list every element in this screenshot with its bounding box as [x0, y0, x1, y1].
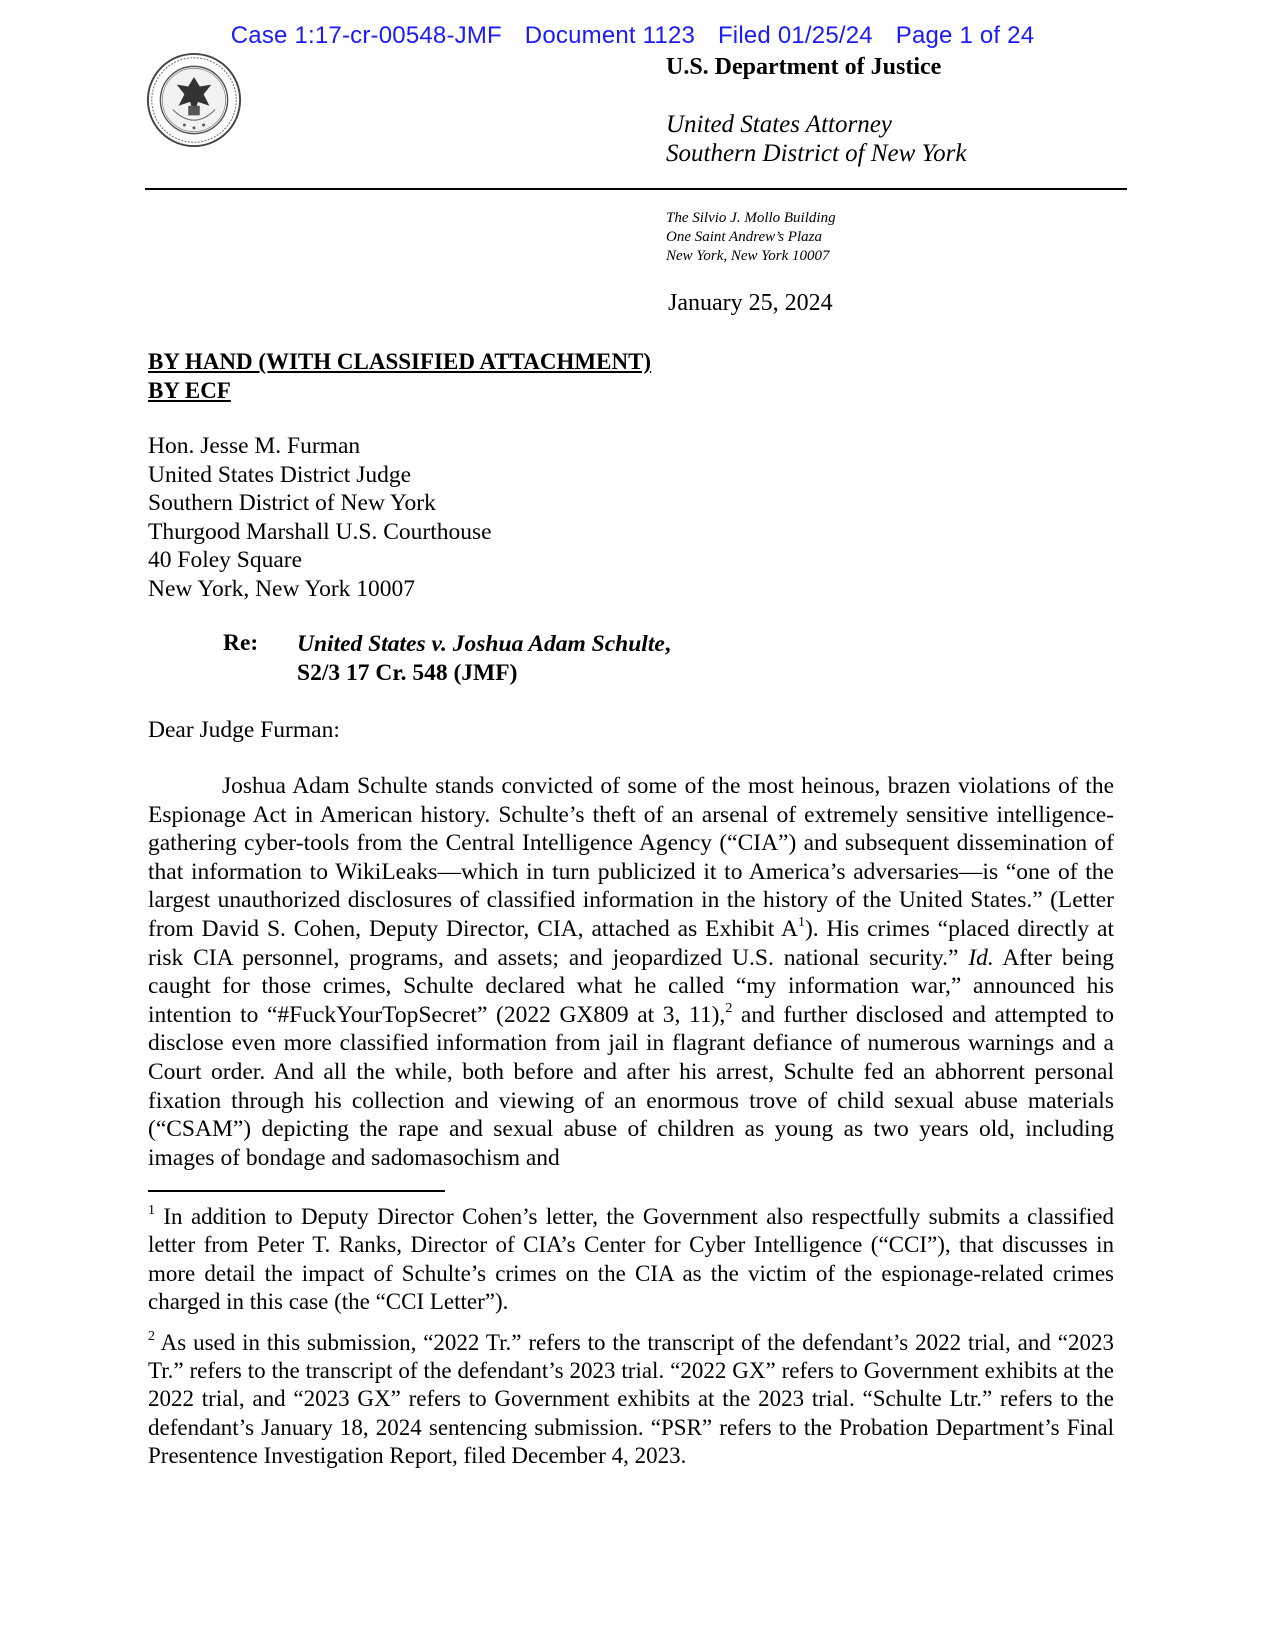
letter-body — [148, 772, 1114, 1172]
address-line-3: New York, New York 10007 — [666, 248, 830, 264]
footnotes — [148, 1203, 1114, 1483]
page-indicator: Page 1 of 24 — [895, 22, 1035, 49]
docket-number: S2/3 17 Cr. 548 (JMF) — [297, 659, 518, 686]
footnote-marker-2: 2 — [148, 1328, 155, 1344]
footnote-ref-1: 1 — [797, 914, 805, 930]
addressee-line: United States District Judge — [148, 461, 412, 488]
document-number: Document 1123 — [524, 22, 696, 49]
caption-comma: , — [664, 631, 671, 657]
delivery-method — [148, 347, 651, 405]
addressee-line: Thurgood Marshall U.S. Courthouse — [148, 518, 492, 545]
case-number: Case 1:17-cr-00548-JMF — [230, 22, 502, 49]
footnote-1 — [148, 1203, 1114, 1317]
footnote-text-2: As used in this submission, “2022 Tr.” refers to the transcript of the defendant’s 2022 trial, and “2023 Tr.” refers to the transcript of the defendant’s 2023 trial. “2022 GX” refers to Government exhibits at the 2022 trial, and “2023 GX” refers to Government exhibits at the 2023 trial. “Schulte Ltr.” refers to the defendant’s January 18, 2024 sentencing submission. “PSR” refers to the Probation Department’s Final Presentence Investigation Report, filed December 4, 2023. — [148, 1329, 1114, 1469]
addressee-line: New York, New York 10007 — [148, 575, 416, 602]
address-line-1: The Silvio J. Mollo Building — [666, 210, 836, 226]
footnote-marker-1: 1 — [148, 1203, 155, 1218]
body-paragraph: Joshua Adam Schulte stands convicted of some of the most heinous, brazen violations of the Espionage Act in American history. Schulte’s theft of an arsenal of extremely sensitive intelligence-gathering cyber-tools from the Central Intelligence Agency (“CIA”) and subsequent dissemination of that information to WikiLeaks—which in turn publicized it to America’s adversaries—is “one of the largest unauthorized disclosures of classified information in the history of the United States.” (Letter from David S. Cohen, Deputy Director, CIA, attached as Exhibit $A^1$). His crimes “placed directly at risk CIA personnel, programs, and assets; and jeopardized U.S. national security.” Id. After being caught for those crimes, Schulte declared what he called “my information war,” announced his intention to “#FuckYourTopSecret” (2022 GX809 at 3, 11),$^2$ and further disclosed and attempted to disclose even more classified information from jail in flagrant defiance of numerous warnings and a Court order. And all the while, both before and after his arrest, Schulte fed an abhorrent personal fixation through his collection and viewing of an enormous trove of child sexual abuse materials (“CSAM”) depicting the rape and sexual abuse of children as young as two years old, including images of bondage and sadomasochism and — [148, 773, 1114, 1171]
office-line-1: United States Attorney — [666, 111, 892, 138]
addressee-line: 40 Foley Square — [148, 547, 303, 574]
office-line-2: Southern District of New York — [666, 140, 967, 167]
case-caption: United States v. Joshua Adam Schulte — [297, 631, 665, 657]
doj-seal-icon — [146, 52, 242, 148]
letterhead-divider — [145, 188, 1127, 190]
re-label: Re: — [223, 630, 259, 656]
agency-name: U.S. Department of Justice — [666, 54, 942, 80]
office-name — [666, 110, 967, 168]
salutation: Dear Judge Furman: — [148, 717, 340, 743]
letter-date: January 25, 2024 — [668, 290, 833, 316]
address-line-2: One Saint Andrew’s Plaza — [666, 229, 822, 245]
case-header — [0, 22, 1265, 50]
footnote-divider — [148, 1190, 445, 1192]
delivery-line-2: BY ECF — [148, 378, 231, 403]
filed-date: Filed 01/25/24 — [717, 22, 873, 49]
addressee-line: Southern District of New York — [148, 490, 436, 517]
office-address — [666, 209, 836, 266]
footnote-text-1: In addition to Deputy Director Cohen’s letter, the Government also respectfully submits a classified letter from Peter T. Ranks, Director of CIA’s Center for Cyber Intelligence (“CCI”), that discusses in more detail the impact of Schulte’s crimes on the CIA as the victim of the espionage-related crimes charged in this case (the “CCI Letter”). — [148, 1204, 1114, 1315]
footnote-2 — [148, 1329, 1114, 1471]
addressee-line: Hon. Jesse M. Furman — [148, 433, 361, 459]
id-citation: Id. — [968, 944, 994, 971]
re-caption-block — [297, 630, 671, 687]
addressee-block — [148, 432, 492, 604]
delivery-line-1: BY HAND (WITH CLASSIFIED ATTACHMENT) — [148, 349, 652, 374]
footnote-ref-2: 2 — [725, 1000, 733, 1016]
